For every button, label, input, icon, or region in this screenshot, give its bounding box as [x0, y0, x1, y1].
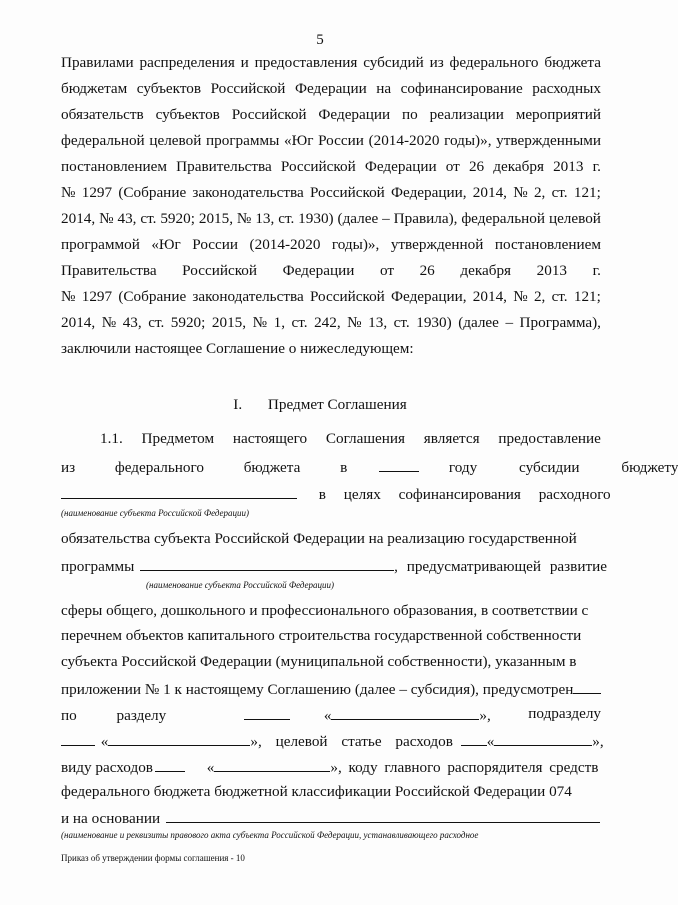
intro-line: [61, 158, 601, 176]
intro-word: №: [61, 288, 76, 305]
intro-word: 2014,: [472, 288, 507, 305]
intro-word: целевой: [149, 132, 202, 149]
clause-text: «: [206, 759, 215, 776]
intro-word: ст.: [551, 288, 568, 305]
intro-line: [61, 314, 601, 332]
legal-basis-blank[interactable]: [166, 808, 600, 823]
clause-line-9: [61, 679, 601, 699]
intro-word: Правительства: [176, 158, 272, 175]
intro-word: Правилами: [61, 54, 134, 71]
intro-word: из: [429, 54, 444, 71]
intro-word: по: [402, 106, 418, 123]
intro-line: заключили настоящее Соглашение о нижеследующем:: [61, 340, 414, 357]
intro-word: 2014,: [61, 210, 96, 227]
intro-word: Программа),: [519, 314, 601, 331]
intro-word: софинансирование: [400, 80, 523, 97]
intro-line: [61, 106, 601, 124]
intro-word: федеральной: [461, 210, 546, 227]
intro-word: ст.: [278, 210, 295, 227]
intro-line: [61, 80, 601, 98]
clause-text: разделу: [116, 707, 167, 724]
clause-line-2: [61, 457, 678, 477]
intro-word: предоставления: [254, 54, 358, 71]
intro-line: [61, 54, 601, 72]
clause-word: является: [423, 430, 480, 447]
intro-word: г.: [592, 262, 601, 279]
intro-word: (далее: [458, 314, 499, 331]
section-title: Предмет Соглашения: [267, 396, 407, 413]
clause-line-3: [61, 484, 611, 504]
intro-word: законодательства: [192, 288, 304, 305]
caption-legal-act: (наименование и реквизиты правового акта субъекта Российской Федерации, устанавливающего расходное: [61, 830, 479, 840]
intro-word: 2014,: [472, 184, 507, 201]
clause-line-10: [61, 705, 601, 725]
page-number: 5: [316, 32, 324, 48]
clause-line-11: [61, 731, 604, 751]
clause-text: в целях софинансирования расходного: [318, 486, 611, 503]
intro-word: 1,: [273, 314, 285, 331]
intro-word: Федерации: [318, 106, 391, 123]
intro-word: Российской: [309, 288, 385, 305]
intro-word: №: [347, 314, 362, 331]
intro-word: декабря: [493, 158, 544, 175]
intro-word: Российской: [210, 80, 286, 97]
clause-text: виду расходов: [61, 759, 153, 776]
subject-name-blank[interactable]: [61, 484, 297, 499]
intro-word: 13,: [368, 314, 388, 331]
clause-text: программы: [61, 558, 135, 575]
intro-word: 1930): [416, 314, 452, 331]
intro-word: 5920;: [160, 210, 195, 227]
intro-word: ст.: [393, 314, 410, 331]
intro-word: 2015,: [211, 314, 247, 331]
clause-text: «: [100, 733, 109, 750]
caption-program-name: (наименование субъекта Российской Федерации): [146, 580, 335, 590]
intro-word: субсидий: [363, 54, 424, 71]
clause-text: », целевой статье расходов: [250, 733, 453, 750]
clause-text: по: [61, 707, 77, 724]
intro-line: [61, 184, 601, 202]
subsection-name-blank[interactable]: [108, 731, 250, 746]
year-blank[interactable]: [379, 457, 419, 472]
clause-text: »,: [479, 707, 491, 724]
clause-text: », коду главного распорядителя средств: [330, 759, 599, 776]
intro-word: 242,: [314, 314, 341, 331]
intro-word: годы)»,: [331, 236, 380, 253]
target-article-code-blank[interactable]: [461, 731, 487, 746]
intro-word: Российской: [309, 184, 385, 201]
intro-word: постановлением: [61, 158, 168, 175]
clause-line-5: [61, 556, 607, 576]
clause-line-8: субъекта Российской Федерации (муниципальной собственности), указанным в: [61, 653, 577, 670]
intro-word: №: [236, 210, 252, 227]
intro-word: «Юг: [284, 132, 314, 149]
expense-type-code-blank[interactable]: [155, 757, 185, 772]
section-name-blank[interactable]: [331, 705, 479, 720]
intro-word: России: [318, 132, 364, 149]
intro-word: 43,: [122, 314, 142, 331]
intro-word: утвержденными: [496, 132, 601, 149]
intro-word: №: [61, 184, 76, 201]
intro-word: Федерации: [364, 158, 437, 175]
intro-word: обязательств: [61, 106, 144, 123]
intro-word: ст.: [148, 314, 165, 331]
intro-word: распределения: [139, 54, 235, 71]
intro-word: Федерации,: [391, 184, 467, 201]
provided-blank[interactable]: [573, 679, 601, 694]
intro-word: Федерации: [282, 262, 355, 279]
intro-word: 5920;: [170, 314, 206, 331]
intro-word: №: [99, 210, 114, 227]
clause-line-7: перечнем объектов капитального строительства государственной собственности: [61, 627, 582, 644]
intro-word: 2,: [533, 184, 546, 201]
intro-word: постановлением: [494, 236, 601, 253]
intro-word: 2013: [536, 262, 567, 279]
clause-text: «: [486, 733, 495, 750]
section-code-blank[interactable]: [244, 705, 290, 720]
intro-word: 1297: [81, 184, 113, 201]
clause-word: Предметом: [141, 430, 215, 447]
intro-word: на: [376, 80, 392, 97]
intro-word: от: [379, 262, 394, 279]
intro-word: расходных: [532, 80, 601, 97]
intro-word: «Юг: [151, 236, 181, 253]
intro-word: (Собрание: [118, 184, 187, 201]
intro-word: г.: [592, 158, 601, 175]
intro-word: России: [192, 236, 239, 253]
intro-word: Российской: [280, 158, 356, 175]
intro-word: ст.: [140, 210, 157, 227]
intro-word: законодательства: [192, 184, 304, 201]
clause-text: году субсидии бюджету: [448, 459, 678, 476]
intro-word: (2014-2020: [368, 132, 440, 149]
intro-word: (далее: [337, 210, 379, 227]
intro-word: Российской: [231, 106, 307, 123]
intro-word: (Собрание: [118, 288, 187, 305]
intro-word: Федерации: [294, 80, 367, 97]
clause-word: предоставление: [498, 430, 601, 447]
clause-line-12: [61, 757, 601, 777]
clause-word: 1.1.: [100, 430, 123, 447]
intro-line: [61, 262, 601, 280]
clause-text: подразделу: [528, 705, 601, 722]
clause-word: Соглашения: [325, 430, 406, 447]
intro-word: №: [513, 184, 528, 201]
intro-line: [61, 288, 601, 306]
expense-type-name-blank[interactable]: [214, 757, 330, 772]
intro-word: декабря: [460, 262, 512, 279]
intro-word: ст.: [291, 314, 308, 331]
intro-word: субъектов: [136, 80, 202, 97]
clause-line-13: федерального бюджета бюджетной классификации Российской Федерации 074: [61, 783, 572, 800]
intro-word: –: [505, 314, 514, 331]
intro-word: №: [101, 314, 117, 331]
intro-word: 2013: [553, 158, 584, 175]
section-heading: [0, 396, 640, 414]
intro-word: 2,: [533, 288, 546, 305]
intro-word: 13,: [255, 210, 275, 227]
intro-word: 1930): [298, 210, 334, 227]
intro-word: №: [513, 288, 528, 305]
caption-subject-name: (наименование субъекта Российской Федерации): [61, 508, 250, 518]
intro-word: субъектов: [155, 106, 220, 123]
intro-word: федеральной: [61, 132, 145, 149]
clause-text: «: [323, 707, 332, 724]
clause-text: из федерального бюджета в: [61, 459, 348, 476]
intro-word: реализации: [429, 106, 504, 123]
intro-word: бюджета: [544, 54, 601, 71]
clause-word: настоящего: [232, 430, 308, 447]
target-article-name-blank[interactable]: [494, 731, 592, 746]
intro-word: бюджетам: [61, 80, 128, 97]
intro-word: Правительства: [61, 262, 157, 279]
clause-text: и на основании: [61, 810, 161, 827]
intro-line: [61, 236, 601, 254]
clause-line-14: [61, 808, 601, 828]
intro-word: –: [382, 210, 390, 227]
intro-word: 26: [419, 262, 435, 279]
section-number: I.: [233, 396, 243, 413]
intro-word: 121;: [573, 184, 601, 201]
intro-word: 26: [468, 158, 485, 175]
intro-line: [61, 210, 601, 228]
intro-word: 43,: [117, 210, 137, 227]
intro-word: №: [252, 314, 268, 331]
intro-word: программы: [206, 132, 280, 149]
clause-line-1: [100, 430, 601, 448]
intro-line: [61, 132, 601, 150]
clause-text: приложении № 1 к настоящему Соглашению (далее – субсидия), предусмотрен: [61, 681, 574, 698]
clause-line-6: сферы общего, дошкольного и профессионального образования, в соответствии с: [61, 602, 589, 619]
intro-word: от: [445, 158, 460, 175]
intro-word: программой: [61, 236, 140, 253]
intro-word: годы)»,: [444, 132, 492, 149]
clause-line-4: обязательства субъекта Российской Федерации на реализацию государственной: [61, 530, 577, 547]
subsection-code-blank[interactable]: [61, 731, 95, 746]
intro-word: (2014-2020: [249, 236, 321, 253]
intro-word: 2015,: [198, 210, 234, 227]
intro-word: 1297: [81, 288, 113, 305]
intro-word: целевой: [548, 210, 601, 227]
clause-text: , предусматривающей развитие: [394, 558, 607, 575]
intro-word: Федерации,: [391, 288, 467, 305]
program-name-blank[interactable]: [140, 556, 394, 571]
intro-word: ст.: [551, 184, 568, 201]
intro-word: 2014,: [61, 314, 96, 331]
intro-word: федерального: [449, 54, 539, 71]
intro-word: утвержденной: [390, 236, 484, 253]
page-footer: Приказ об утверждении формы соглашения - 10: [61, 853, 245, 863]
intro-word: Правила),: [393, 210, 458, 227]
intro-word: и: [240, 54, 249, 71]
intro-word: 121;: [573, 288, 601, 305]
intro-word: мероприятий: [515, 106, 601, 123]
intro-word: Российской: [182, 262, 258, 279]
clause-text: »,: [592, 733, 604, 750]
